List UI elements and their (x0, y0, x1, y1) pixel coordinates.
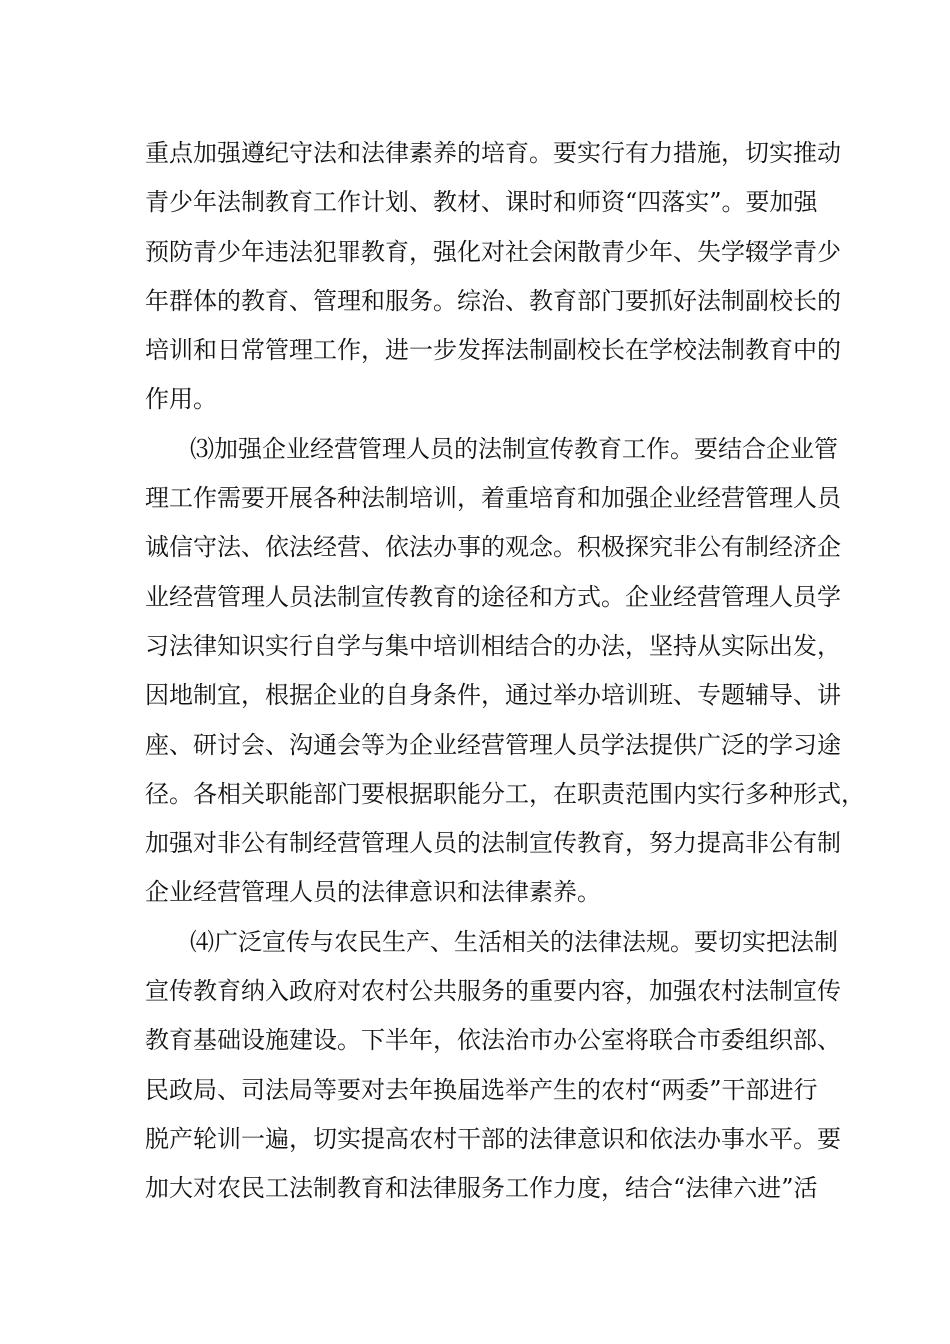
text-line: 年群体的教育、管理和服务。综治、教育部门要抓好法制副校长的 (145, 286, 841, 315)
text-line: 作用。 (145, 385, 217, 414)
text-line: 企业经营管理人员的法律意识和法律素养。 (145, 878, 601, 907)
paragraph-start-line: ⑷广泛宣传与农民生产、生活相关的法律法规。要切实把法制 (190, 927, 838, 956)
text-line: 习法律知识实行自学与集中培训相结合的办法，坚持从实际出发， (145, 631, 841, 660)
text-line: 宣传教育纳入政府对农村公共服务的重要内容，加强农村法制宣传 (145, 977, 841, 1006)
paragraph-start-line: ⑶加强企业经营管理人员的法制宣传教育工作。要结合企业管 (190, 434, 838, 463)
text-line: 诚信守法、依法经营、依法办事的观念。积极探究非公有制经济企 (145, 533, 841, 562)
text-line: 因地制宜，根据企业的自身条件，通过举办培训班、专题辅导、讲 (145, 681, 841, 710)
text-line: 座、研讨会、沟通会等为企业经营管理人员学法提供广泛的学习途 (145, 730, 841, 759)
text-line: 民政局、司法局等要对去年换届选举产生的农村“两委”干部进行 (145, 1075, 818, 1104)
document-body (145, 129, 865, 1214)
text-line: 理工作需要开展各种法制培训，着重培育和加强企业经营管理人员 (145, 484, 841, 513)
text-line: 预防青少年违法犯罪教育，强化对社会闲散青少年、失学辍学青少 (145, 237, 841, 266)
text-line: 脱产轮训一遍，切实提高农村干部的法律意识和依法办事水平。要 (145, 1124, 841, 1153)
text-line: 培训和日常管理工作，进一步发挥法制副校长在学校法制教育中的 (145, 336, 841, 365)
text-line: 业经营管理人员法制宣传教育的途径和方式。企业经营管理人员学 (145, 582, 841, 611)
text-line: 青少年法制教育工作计划、教材、课时和师资“四落实”。要加强 (145, 188, 818, 217)
text-line: 重点加强遵纪守法和法律素养的培育。要实行有力措施，切实推动 (145, 139, 841, 167)
text-line: 教育基础设施建设。下半年，依法治市办公室将联合市委组织部、 (145, 1026, 841, 1055)
text-line: 加大对农民工法制教育和法律服务工作力度，结合“法律六进”活 (145, 1174, 818, 1203)
text-line: 径。各相关职能部门要根据职能分工，在职责范围内实行多种形式， (145, 779, 865, 808)
text-line: 加强对非公有制经营管理人员的法制宣传教育，努力提高非公有制 (145, 829, 841, 858)
